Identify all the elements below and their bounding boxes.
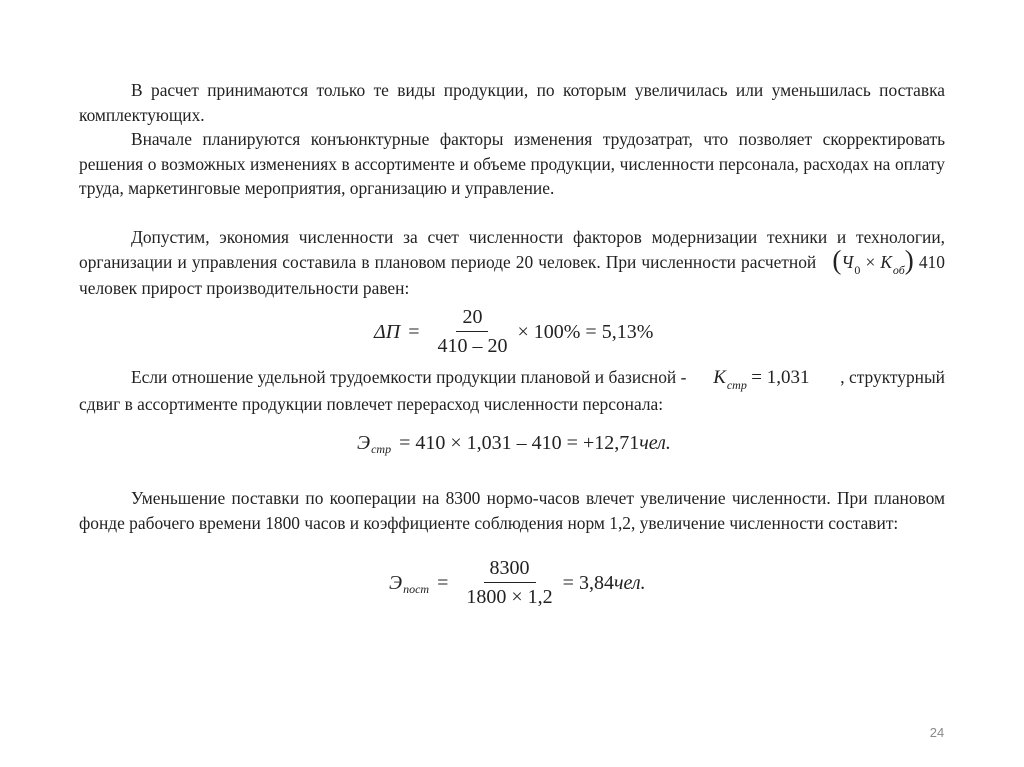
formula1-fraction [431, 306, 513, 358]
coefficient-k-sub: стр [726, 378, 747, 392]
formula3-lhs-sub: пост [403, 581, 430, 596]
formula3-unit: чел. [613, 571, 646, 594]
formula3-denominator: 1800 × 1,2 [466, 586, 553, 608]
paragraph-4 [79, 365, 945, 416]
paragraph-3-end: 410 человек прирост производительности равен: [79, 251, 945, 299]
formula3-numerator: 8300 [484, 557, 536, 583]
inline-symbol-ch-sub: 0 [854, 262, 861, 277]
paragraph-2: Вначале планируются конъюнктурные факторы изменения трудозатрат, что позволяет скорректировать решения о возможных изменениях в ассортименте и объеме продукции, численности персонала, расходах на оплату труда, маркетинговые мероприятия, организацию и управление. [79, 129, 945, 199]
formula1-rhs: × 100% = 5,13% [517, 320, 654, 343]
inline-symbol-k: К [880, 251, 892, 272]
formula2-lhs: Э [357, 432, 371, 454]
formula1-lhs: ΔП [374, 320, 401, 343]
formula2-lhs-sub: стр [371, 442, 392, 456]
inline-symbol-k-sub: об [892, 262, 905, 277]
formula1-numerator: 20 [456, 306, 488, 332]
page-number: 24 [929, 725, 945, 740]
inline-symbol-ch: Ч [841, 251, 854, 272]
formula3-lhs: Э [389, 571, 403, 594]
formula-productivity [374, 306, 653, 358]
paragraph-5: Уменьшение поставки по кооперации на 8300 нормо-часов влечет увеличение численности. При плановом фонде рабочего времени 1800 часов и коэффициенте соблюдения норм 1,2, увеличение численности составит: [79, 488, 945, 533]
formula2-expr: = 410 × 1,031 – 410 = +12,71 [399, 432, 640, 454]
formula1-eq: = [408, 320, 420, 343]
paragraph-4-end: структурный сдвиг в ассортименте продукции повлечет перерасход численности персонала: [79, 367, 945, 414]
formula-structural-shift [357, 432, 671, 455]
formula3-fraction [460, 557, 558, 609]
formula-cooperation [389, 557, 646, 609]
coefficient-k: К [713, 367, 726, 388]
formula1-denominator: 410 – 20 [437, 335, 508, 357]
paragraph-4-comma: , [840, 367, 845, 387]
paragraph-1: В расчет принимаются только те виды продукции, по которым увеличилась или уменьшилась поставка комплектующих. [79, 80, 945, 125]
inline-operator: × [865, 251, 876, 272]
coefficient-value: = 1,031 [751, 367, 810, 388]
formula3-eq: = [437, 571, 449, 594]
formula2-unit: чел. [639, 432, 671, 454]
formula3-rhs: = 3,84 [562, 571, 614, 594]
paragraph-3: Допустим, экономия численности за счет численности факторов модернизации техники и технологии, организации и управления составила в плановом периоде 20 человек. При численности расчетной $(Ч_0 \times К_{об})$ 410 человек прирост производительности равен: [79, 227, 945, 299]
paragraph-4-text: Если отношение удельной трудоемкости продукции плановой и базисной - [131, 367, 687, 387]
paragraph-3-text: Допустим, экономия численности за счет численности факторов модернизации техники и технологии, организации и управления составила в плановом периоде 20 человек. При численности расчетной [79, 227, 945, 272]
